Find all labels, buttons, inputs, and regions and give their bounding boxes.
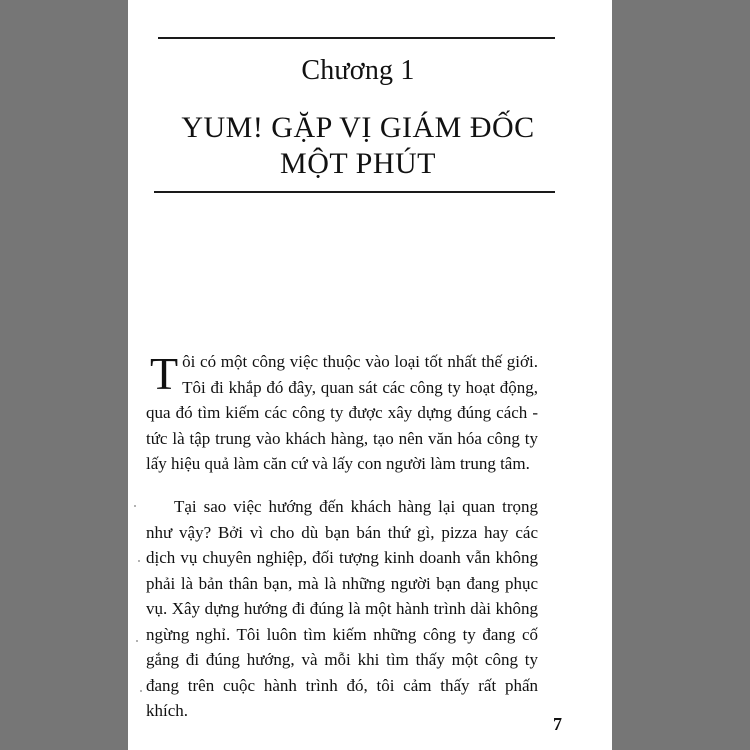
chapter-title-line-2: MỘT PHÚT [280,147,436,180]
paragraph-1-text: ôi có một công việc thuộc vào loại tốt nhất thế giới. Tôi đi khắp đó đây, quan sát các công ty hoạt động, qua đó tìm kiếm các công ty được xây dựng đúng cách - tức là tập trung vào khách hàng, tạo nên văn hóa công ty lấy hiệu quả làm căn cứ và lấy con người làm trung tâm. [146,352,538,473]
top-horizontal-rule [158,37,555,39]
book-page [128,0,612,750]
drop-cap-letter: T [150,348,179,399]
scan-speck [140,690,142,692]
scan-speck [136,640,138,642]
scan-speck [134,505,136,507]
chapter-title [128,110,588,182]
chapter-title-line-1: YUM! GẶP VỊ GIÁM ĐỐC [181,111,535,144]
paragraph-1 [146,349,538,477]
scan-speck [138,560,140,562]
paragraph-2: Tại sao việc hướng đến khách hàng lại quan trọng như vậy? Bởi vì cho dù bạn bán thứ gì, pizza hay các dịch vụ chuyên nghiệp, đối tượng kinh doanh vẫn không phải là bản thân bạn, mà là những người bạn đang phục vụ. Xây dựng hướng đi đúng là một hành trình dài không ngừng nghỉ. Tôi luôn tìm kiếm những công ty đang cố gắng đi đúng hướng, và mỗi khi tìm thấy một công ty đang trên cuộc hành trình đó, tôi cảm thấy rất phấn khích. [146,497,538,720]
bottom-horizontal-rule [154,191,555,193]
chapter-label: Chương 1 [301,55,415,86]
page-number: 7 [553,714,562,734]
